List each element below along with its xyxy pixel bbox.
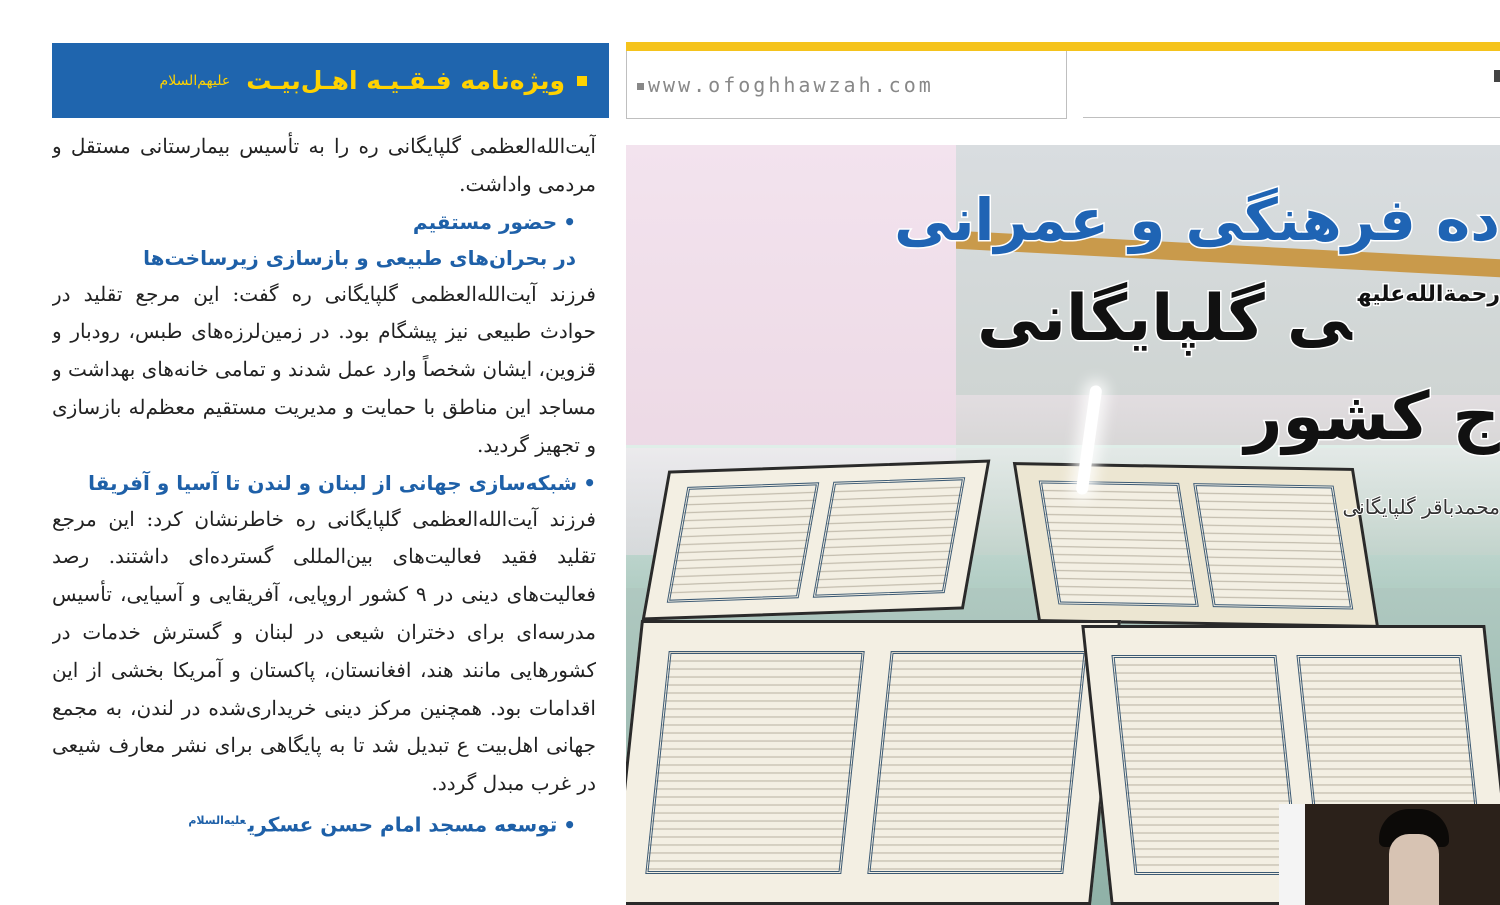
website-url [637,73,934,97]
article-paragraph-2: فرزند آیت‌الله‌العظمی گلپایگانی ره گفت: این مرجع تقلید در حوادث طبیعی نیز پیشگام بود. در زمین‌لرزه‌های طبس، رودبار و قزوین، ایشان شخصاً وارد عمل شدند و تمامی خانه‌های بهداشت و مساجد این مناطق با حمایت و مدیریت مستقیم معظم‌له بازسازی و تجهیز گردید. [52,281,596,457]
manuscript-book [1013,462,1379,628]
subheading-2 [52,465,596,501]
website-url-box [626,51,1067,119]
website-url-text: www.ofoghhawzah.com [648,72,934,97]
subheading-1-line-1: حضور مستقیم [412,209,558,234]
subheading-1-line-2: در بحران‌های طبیعی و بازسازی زیرساخت‌ها [143,245,576,270]
article-paragraph-3: فرزند آیت‌الله‌العظمی گلپایگانی ره خاطرنشان کرد: این مرجع تقلید فقید فعالیت‌های بین‌المللی گسترده‌ای داشتند. رصد فعالیت‌های دینی در ۹ کشور اروپایی، آفریقایی و آسیایی، تأسیس مدرسه‌ای برای دختران شیعی در لبنان و گسترش خدمات در کشورهایی مانند هند، افغانستان، پاکستان و آمریکا بخشی از این اقدامات بود. همچنین مرکز دینی خریداری‌شده در لندن، به مجمع جهانی اهل‌بیت ع تبدیل شد تا به پایگاهی برای نشر معارف شیعی در غرب مبدل گردد. [52,506,596,796]
subheading-bullet: • [563,812,576,837]
supplement-banner [52,43,609,118]
headline-line-2 [977,282,1500,356]
manuscript-book [626,620,1121,905]
article-column [52,128,596,905]
subheading-bullet: • [563,209,576,234]
header-rule [1083,117,1500,118]
author-byline: محمدباقر گلپایگانی [1342,495,1500,519]
url-bullet [637,83,644,90]
quran-exhibition-photo [626,145,1500,905]
subheading-3 [52,803,596,843]
banner-bullet [577,76,587,86]
subheading-3-honorific: علیه‌السلام [188,813,246,827]
edge-mark [1494,70,1500,82]
headline-line-2-text: ی گلپایگانی [977,282,1352,356]
headline-line-3: ج کشور [1244,378,1500,455]
banner-title: ویژه‌نامه فـقـیـه اهـل‌بیـت [246,66,565,95]
author-portrait [1279,804,1500,905]
top-accent-bar [626,42,1500,51]
headline-line-1: ده فرهنگی و عمرانی [894,186,1500,254]
subheading-2-text: شبکه‌سازی جهانی از لبنان و لندن تا آسیا و آفریقا [88,470,578,495]
subheading-bullet: • [583,470,596,495]
subheading-3-text: توسعه مسجد امام حسن عسکری [247,812,558,837]
banner-honorific: علیهم‌السلام [159,72,231,89]
manuscript-book [642,459,991,620]
article-paragraph-1: آیت‌الله‌العظمی گلپایگانی ره را به تأسیس بیمارستانی مستقل و مردمی واداشت. [52,134,596,196]
subheading-1 [52,204,596,240]
headline-honorific: رحمة‌الله‌علیه [1357,282,1500,307]
